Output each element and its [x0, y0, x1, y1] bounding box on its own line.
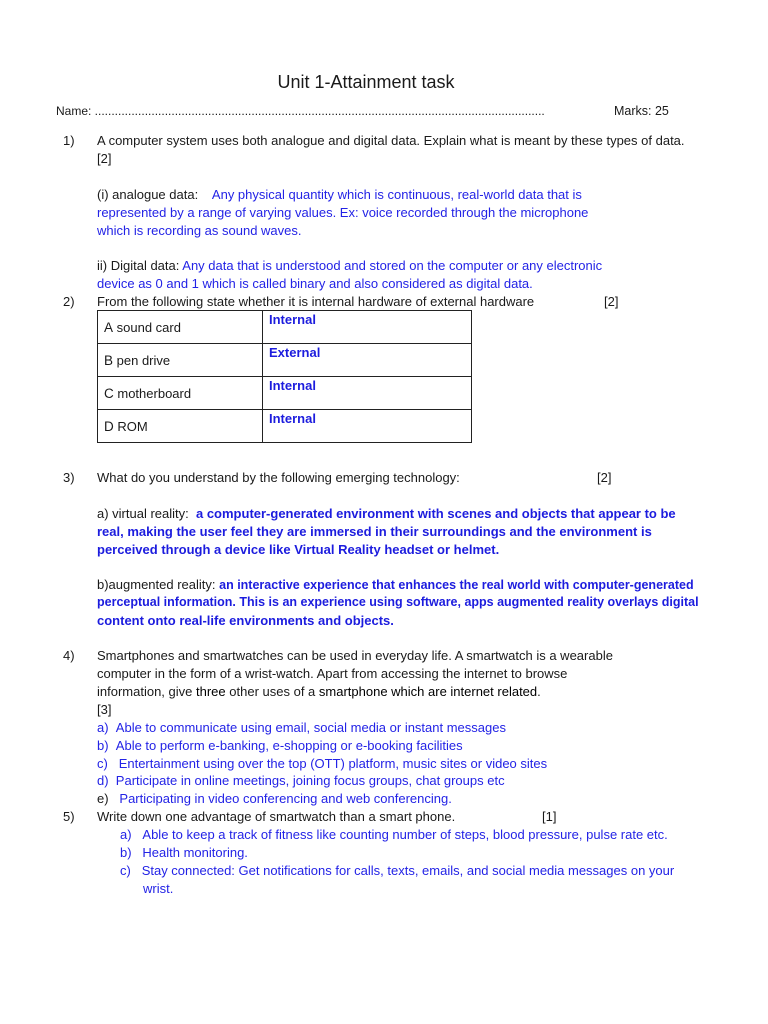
- table-cell-item: D ROM: [98, 410, 263, 443]
- table-row: [98, 344, 472, 377]
- q3-b-line3: content onto real-life environments and objects.: [97, 613, 394, 628]
- q1-answer-digital: [97, 258, 602, 273]
- q4-line3-emphasis-2: smartphone which are internet related: [318, 684, 538, 699]
- q3-number: 3): [63, 470, 75, 485]
- q3-b-line2: perceptual information. This is an experience using software, apps augmented reality overlays digital: [97, 595, 699, 609]
- q4-line3-a: information, give: [97, 684, 193, 699]
- list-item: e) Participating in video conferencing and web conferencing.: [97, 791, 452, 806]
- table-cell-item: A sound card: [98, 311, 263, 344]
- q2-marks: [2]: [604, 294, 619, 309]
- page-title: Unit 1-Attainment task: [277, 72, 455, 92]
- list-item: c) Entertainment using over the top (OTT) platform, music sites or video sites: [97, 756, 548, 771]
- q3-b-line1: an interactive experience that enhances the real world with computer-generated: [219, 578, 694, 592]
- list-item: a) Able to communicate using email, social media or instant messages: [97, 720, 506, 735]
- name-field: Name: .......................................................................................................................................: [56, 104, 545, 118]
- q3-marks: [2]: [597, 470, 612, 485]
- list-item: a) Able to keep a track of fitness like counting number of steps, blood pressure, pulse rate etc.: [120, 827, 668, 842]
- q1-b-line1: Any data that is understood and stored on the computer or any electronic: [182, 258, 603, 273]
- table-cell-item: B pen drive: [98, 344, 263, 377]
- q5-marks: [1]: [542, 809, 557, 824]
- hardware-table: [97, 310, 472, 443]
- q4-line1: Smartphones and smartwatches can be used in everyday life. A smartwatch is a wearable: [97, 648, 613, 663]
- table-row: [98, 311, 472, 344]
- q5-c-continuation: wrist.: [143, 881, 174, 896]
- table-row: [98, 377, 472, 410]
- q3-text: What do you understand by the following emerging technology:: [97, 470, 460, 485]
- q3-b-label: b)augmented reality:: [97, 577, 216, 592]
- table-row: [98, 410, 472, 443]
- q1-text: A computer system uses both analogue and digital data. Explain what is meant by these types of data.: [97, 133, 685, 148]
- table-cell-answer: Internal: [263, 410, 472, 443]
- q1-a-label: (i) analogue data:: [97, 187, 199, 202]
- table-cell-answer: Internal: [263, 311, 472, 344]
- q1-marks: [2]: [97, 151, 112, 166]
- q4-line3-period: .: [537, 684, 541, 699]
- q3-a-line3: perceived through a device like Virtual Reality headset or helmet.: [97, 542, 500, 557]
- q3-a-line2: real, making the user feel they are immersed in their surroundings and the environment is: [97, 524, 652, 539]
- q3-a-label: a) virtual reality:: [97, 506, 189, 521]
- table-cell-answer: Internal: [263, 377, 472, 410]
- q4-line3-emphasis: three: [196, 684, 226, 699]
- q3-answer-vr: [97, 506, 676, 521]
- q3-answer-ar: [97, 577, 694, 592]
- q1-a-line1: Any physical quantity which is continuous, real-world data that is: [211, 187, 582, 202]
- list-item: d) Participate in online meetings, joining focus groups, chat groups etc: [97, 773, 505, 788]
- marks-total: Marks: 25: [614, 104, 669, 118]
- list-item: b) Health monitoring.: [120, 845, 248, 860]
- q4-number: 4): [63, 648, 75, 663]
- q3-a-line1: a computer-generated environment with scenes and objects that appear to be: [195, 506, 676, 521]
- q4-line3-c: other uses of a: [229, 684, 316, 699]
- q1-b-label: ii) Digital data:: [97, 258, 180, 273]
- q1-a-line3: which is recording as sound waves.: [97, 223, 302, 238]
- q4-line2: computer in the form of a wrist-watch. Apart from accessing the internet to browse: [97, 666, 568, 681]
- q1-number: 1): [63, 133, 75, 148]
- q4-marks: [3]: [97, 702, 112, 717]
- q5-text: Write down one advantage of smartwatch than a smart phone.: [97, 809, 456, 824]
- table-cell-item: C motherboard: [98, 377, 263, 410]
- q2-number: 2): [63, 294, 75, 309]
- q4-line3: [97, 684, 541, 699]
- q5-number: 5): [63, 809, 75, 824]
- list-item: c) Stay connected: Get notifications for calls, texts, emails, and social media messages on your: [120, 863, 675, 878]
- q1-answer-analogue: [97, 187, 582, 202]
- q1-a-line2: represented by a range of varying values. Ex: voice recorded through the microphone: [97, 205, 589, 220]
- table-cell-answer: External: [263, 344, 472, 377]
- q1-b-line2: device as 0 and 1 which is called binary and also considered as digital data.: [97, 276, 533, 291]
- list-item: b) Able to perform e-banking, e-shopping or e-booking facilities: [97, 738, 463, 753]
- q2-text: From the following state whether it is internal hardware of external hardware: [97, 294, 535, 309]
